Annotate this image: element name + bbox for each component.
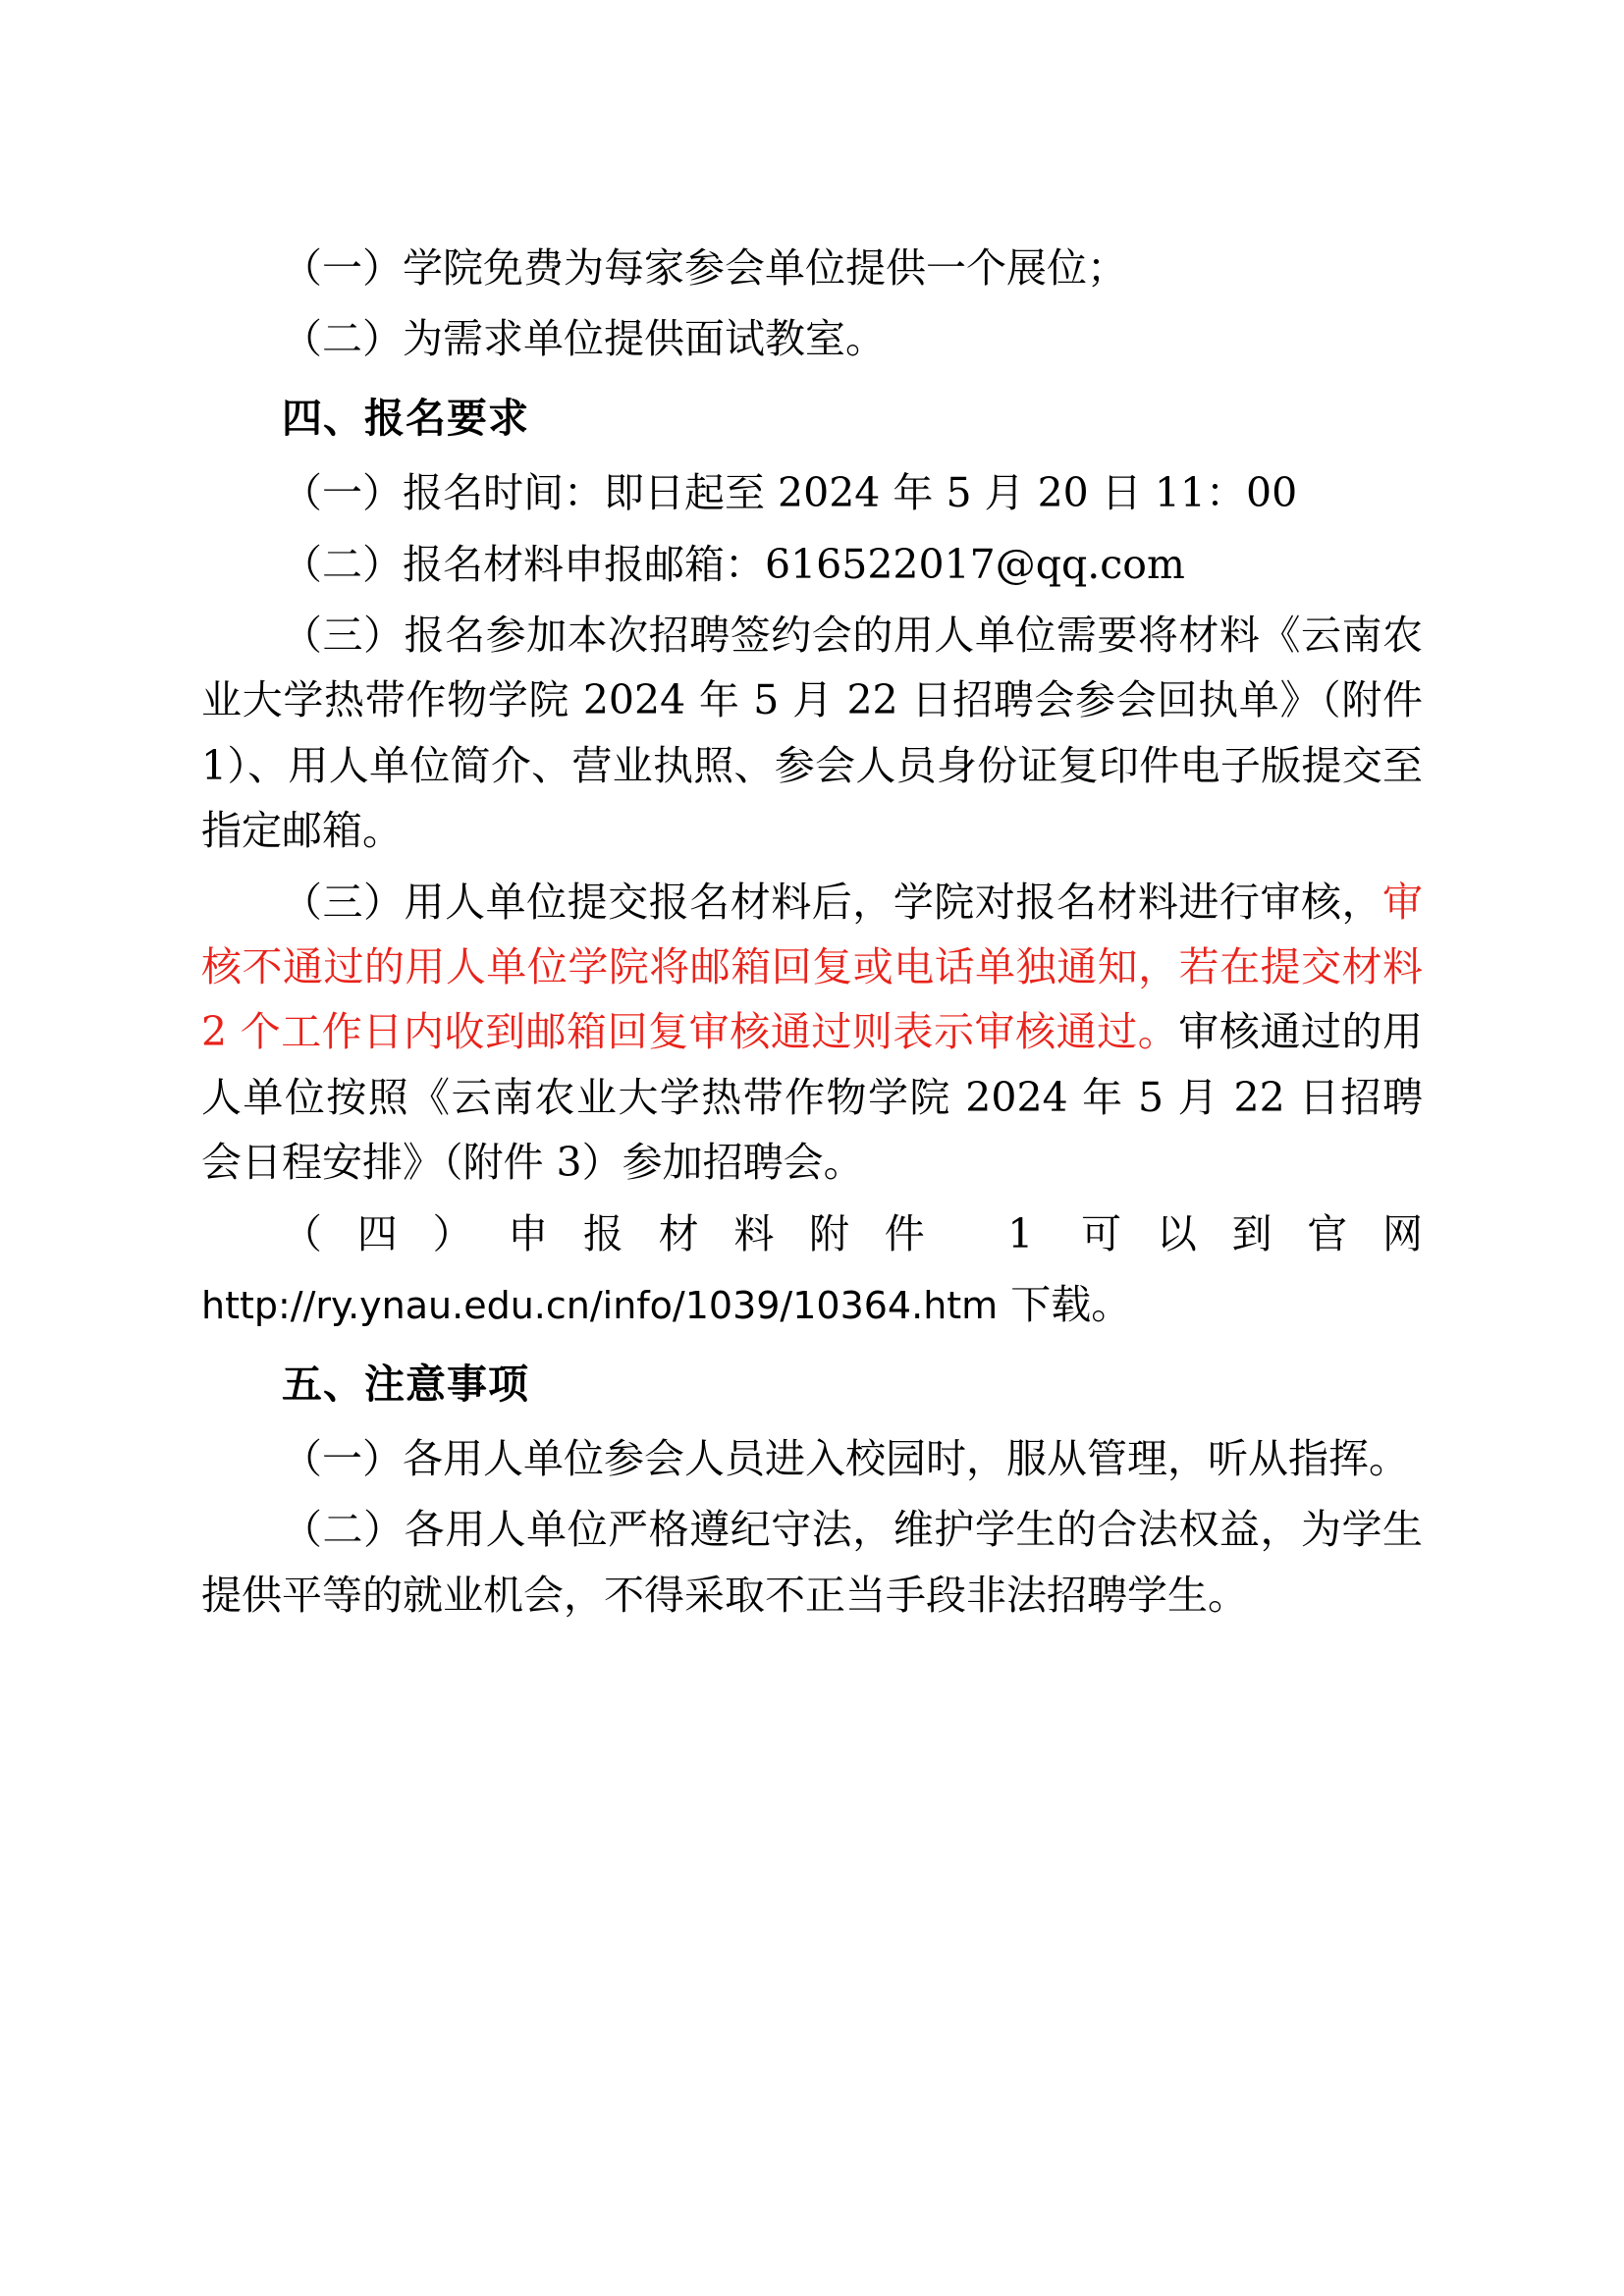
review-text-part-1: （三）用人单位提交报名材料后，学院对报名材料进行审核， [282, 878, 1382, 926]
paragraph-registration-time: （一）报名时间：即日起至 2024 年 5 月 20 日 11：00 [282, 469, 1298, 517]
paragraph-notice-2: （二）各用人单位严格遵纪守法，维护学生的合法权益，为学生提供平等的就业机会，不得采取不正当手段非法招聘学生。 [201, 1506, 1423, 1619]
section-heading-five: 五、注意事项 [282, 1360, 529, 1408]
paragraph-registration-email: （二）报名材料申报邮箱：616522017@qq.com [282, 540, 1185, 588]
download-url-suffix: 下载。 [998, 1281, 1132, 1329]
download-url: http://ry.ynau.edu.cn/info/1039/10364.htm [201, 1284, 999, 1328]
document-body [201, 236, 1423, 1628]
paragraph-review-process [201, 870, 1423, 1196]
paragraph-item-1: （一）学院免费为每家参会单位提供一个展位； [282, 244, 1127, 292]
paragraph-download-url-line [201, 1272, 1423, 1337]
paragraph-item-2: （二）为需求单位提供面试教室。 [282, 315, 886, 363]
section-heading-four: 四、报名要求 [282, 394, 529, 442]
review-text-highlighted: 审核不通过的用人单位学院将邮箱回复或电话单独通知，若在提交材料 2 个工作日内收到邮箱回复审核通过则表示审核通过。 [201, 878, 1423, 1056]
paragraph-attachment-download: （四）申报材料附件 1 可以到官网 [282, 1209, 1423, 1257]
paragraph-materials-submission: （三）报名参加本次招聘签约会的用人单位需要将材料《云南农业大学热带作物学院 2024 年 5 月 22 日招聘会参会回执单》（附件 1）、用人单位简介、营业执照、参会人员身份证复印件电子版提交至指定邮箱。 [201, 612, 1423, 855]
review-text-part-3: 审核通过的用人单位按照《云南农业大学热带作物学院 2024 年 5 月 22 日招聘会日程安排》（附件 3）参加招聘会。 [201, 1008, 1424, 1187]
paragraph-notice-1: （一）各用人单位参会人员进入校园时，服从管理，听从指挥。 [282, 1434, 1409, 1482]
